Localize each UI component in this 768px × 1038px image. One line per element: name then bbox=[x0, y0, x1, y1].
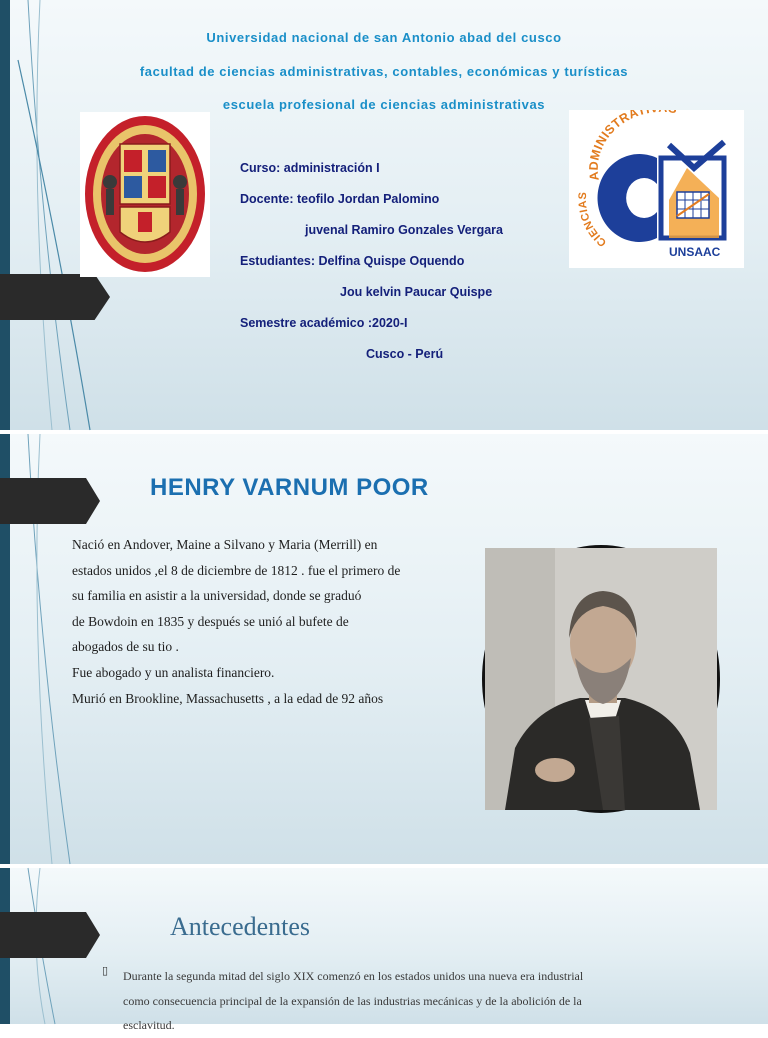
coat-of-arms-icon bbox=[80, 112, 210, 277]
bullet-line: esclavitud. bbox=[123, 1018, 175, 1032]
antecedentes-title: Antecedentes bbox=[170, 912, 311, 941]
portrait-photo bbox=[482, 545, 720, 813]
teacher-label: Docente: teofilo Jordan Palomino bbox=[240, 192, 440, 206]
students-label: Estudiantes: Delfina Quispe Oquendo bbox=[240, 254, 465, 268]
bullet-line: como consecuencia principal de la expansión de las industrias mecánicas y de la abolición de la bbox=[123, 993, 582, 1008]
biography-title: HENRY VARNUM POOR bbox=[150, 474, 429, 501]
university-name: Universidad nacional de san Antonio abad del cusco bbox=[206, 30, 562, 45]
antecedentes-text bbox=[123, 964, 643, 1038]
university-seal-logo bbox=[80, 112, 210, 277]
square-bullet-icon: ▯ bbox=[102, 964, 109, 977]
student-name-2: Jou kelvin Paucar Quispe bbox=[340, 285, 493, 299]
arrow-tab bbox=[0, 478, 100, 524]
arrow-tab bbox=[0, 274, 110, 320]
bio-line: su familia en asistir a la universidad, donde se graduó bbox=[72, 588, 362, 604]
biography-text bbox=[72, 532, 432, 711]
slide-antecedentes bbox=[0, 868, 768, 1032]
course-label: Curso: administración I bbox=[240, 161, 380, 175]
slide-title-page bbox=[0, 0, 768, 430]
bio-line: de Bowdoin en 1835 y después se unió al bufete de bbox=[72, 613, 349, 629]
arrow-tab bbox=[0, 912, 100, 958]
teacher-name-2: juvenal Ramiro Gonzales Vergara bbox=[305, 223, 503, 237]
logo-arc-text: ADMINISTRAT bbox=[586, 110, 648, 182]
semester-label: Semestre académico :2020-I bbox=[240, 316, 408, 330]
slide-biography bbox=[0, 434, 768, 864]
school-name: escuela profesional de ciencias administrativas bbox=[222, 97, 546, 112]
bio-line: estados unidos ,el 8 de diciembre de 1812 . fue el primero de bbox=[72, 562, 401, 578]
location-label: Cusco - Perú bbox=[366, 347, 444, 361]
bio-line: Nació en Andover, Maine a Silvano y Maria (Merrill) en bbox=[72, 537, 378, 552]
portrait-icon bbox=[485, 548, 717, 810]
faculty-logo bbox=[569, 110, 744, 268]
faculty-name: facultad de ciencias administrativas, contables, económicas y turísticas bbox=[139, 64, 629, 79]
logo-label: UNSAAC bbox=[669, 245, 721, 259]
bio-line: Fue abogado y un analista financiero. bbox=[72, 664, 275, 680]
bullet-line: Durante la segunda mitad del siglo XIX comenzó en los estados unidos una nueva era industrial bbox=[123, 969, 584, 983]
bio-line: abogados de su tio . bbox=[72, 639, 179, 655]
logo-c-icon bbox=[598, 154, 657, 242]
bio-line: Murió en Brookline, Massachusetts , a la edad de 92 años bbox=[72, 690, 384, 706]
logo-side-text: CIENCIAS bbox=[576, 191, 609, 249]
